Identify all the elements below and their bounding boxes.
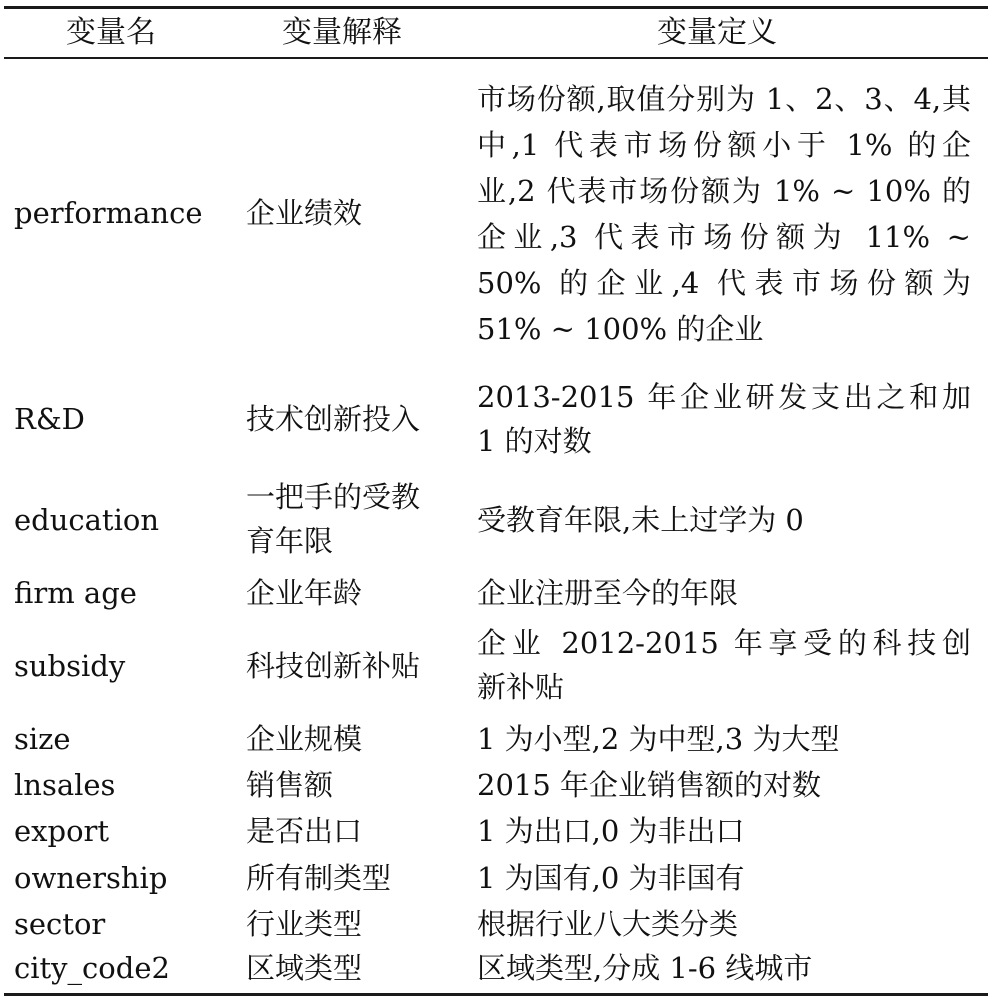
row-education-name: education [14, 503, 159, 537]
row-export-definition: 1 为出口,0 为非出口 [477, 814, 745, 848]
row-ownership-definition: 1 为国有,0 为非国有 [477, 861, 745, 895]
row-subsidy-definition-line: 新补贴 [477, 670, 565, 704]
row-rd-explanation: 技术创新投入 [246, 402, 421, 436]
row-ownership-name: ownership [14, 861, 168, 895]
row-rd-name: R&D [14, 402, 85, 436]
row-subsidy-definition-line: 企业 2012-2015 年享受的科技创 [477, 626, 971, 660]
row-firm-age-definition: 企业注册至今的年限 [477, 576, 739, 610]
row-performance-definition-line: 中,1 代表市场份额小于 1% 的企 [477, 128, 971, 162]
row-education-explanation-line: 育年限 [246, 524, 334, 558]
row-export-explanation: 是否出口 [246, 814, 363, 848]
row-education-definition: 受教育年限,未上过学为 0 [477, 503, 804, 537]
row-city-code2-explanation: 区域类型 [246, 951, 363, 985]
row-rd-definition-line: 1 的对数 [477, 424, 592, 458]
row-performance-definition-line: 业,2 代表市场份额为 1% ~ 10% 的 [477, 174, 971, 208]
row-education-explanation-line: 一把手的受教 [246, 480, 421, 514]
header-rule [4, 57, 988, 59]
row-performance-definition-line: 市场份额,取值分别为 1、2、3、4,其 [477, 82, 971, 116]
row-lnsales-name: lnsales [14, 768, 116, 802]
row-performance-definition-line: 51% ~ 100% 的企业 [477, 312, 764, 346]
row-lnsales-definition: 2015 年企业销售额的对数 [477, 768, 822, 802]
row-performance-explanation: 企业绩效 [246, 196, 363, 230]
top-rule [4, 6, 988, 9]
header-definition: 变量定义 [657, 15, 777, 50]
bottom-rule [4, 993, 988, 996]
row-size-name: size [14, 722, 71, 756]
row-city-code2-name: city_code2 [14, 951, 170, 985]
row-subsidy-explanation: 科技创新补贴 [246, 649, 421, 683]
row-firm-age-explanation: 企业年龄 [246, 576, 363, 610]
row-lnsales-explanation: 销售额 [246, 768, 334, 802]
row-city-code2-definition: 区域类型,分成 1-6 线城市 [477, 951, 813, 985]
row-rd-definition-line: 2013-2015 年企业研发支出之和加 [477, 380, 971, 414]
row-sector-explanation: 行业类型 [246, 907, 363, 941]
row-firm-age-name: firm age [14, 576, 137, 610]
row-performance-definition-line: 50% 的企业,4 代表市场份额为 [477, 266, 971, 300]
row-size-definition: 1 为小型,2 为中型,3 为大型 [477, 722, 840, 756]
row-export-name: export [14, 814, 110, 848]
header-name: 变量名 [66, 15, 156, 50]
header-explanation: 变量解释 [282, 15, 402, 50]
row-performance-name: performance [14, 196, 203, 230]
row-performance-definition-line: 企业,3 代表市场份额为 11% ~ [477, 220, 971, 254]
row-sector-definition: 根据行业八大类分类 [477, 907, 739, 941]
row-sector-name: sector [14, 907, 106, 941]
row-subsidy-name: subsidy [14, 649, 126, 683]
row-size-explanation: 企业规模 [246, 722, 363, 756]
row-ownership-explanation: 所有制类型 [246, 861, 392, 895]
